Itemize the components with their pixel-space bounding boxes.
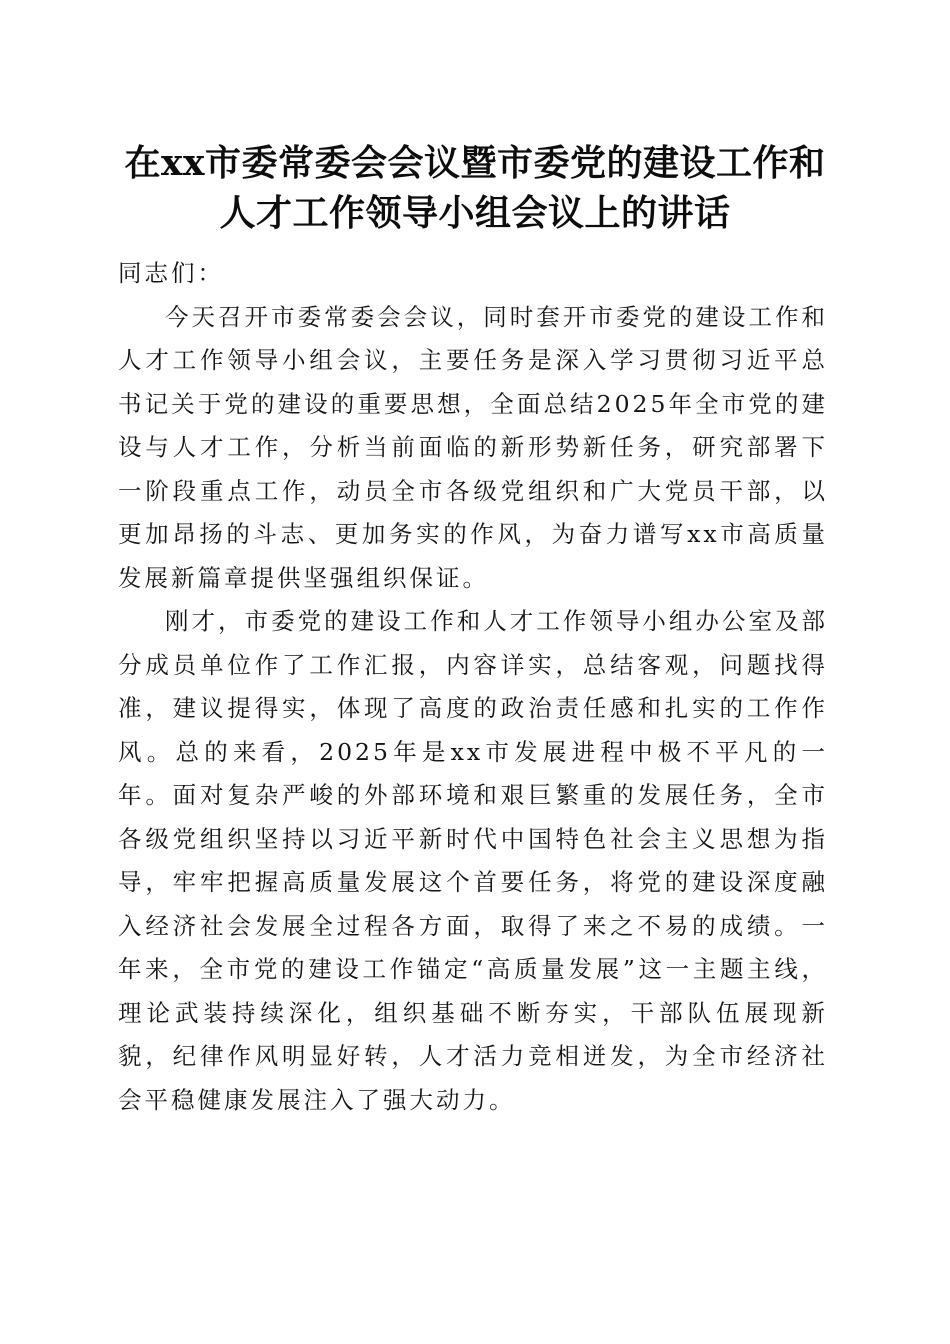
title-line-2: 人才工作领导小组会议上的讲话 xyxy=(219,192,731,234)
document-body xyxy=(118,252,828,1122)
paragraph-review: 刚才，市委党的建设工作和人才工作领导小组办公室及部分成员单位作了工作汇报，内容详实，总结客观，问题找得准，建议提得实，体现了高度的政治责任感和扎实的工作作风。总的来看，2025年是xx市发展进程中极不平凡的一年。面对复杂严峻的外部环境和艰巨繁重的发展任务，全市各级党组织坚持以习近平新时代中国特色社会主义思想为指导，牢牢把握高质量发展这个首要任务，将党的建设深度融入经济社会发展全过程各方面，取得了来之不易的成绩。一年来，全市党的建设工作锚定“高质量发展”这一主题主线，理论武装持续深化，组织基础不断夯实，干部队伍展现新貌，纪律作风明显好转，人才活力竞相迸发，为全市经济社会平稳健康发展注入了强大动力。 xyxy=(118,607,828,1114)
paragraph-opening: 今天召开市委常委会会议，同时套开市委党的建设工作和人才工作领导小组会议，主要任务是深入学习贯彻习近平总书记关于党的建设的重要思想，全面总结2025年全市党的建设与人才工作，分析当前面临的新形势新任务，研究部署下一阶段重点工作，动员全市各级党组织和广大党员干部，以更加昂扬的斗志、更加务实的作风，为奋力谱写xx市高质量发展新篇章提供坚强组织保证。 xyxy=(118,302,828,592)
document-title xyxy=(80,138,870,238)
salutation: 同志们： xyxy=(118,259,224,287)
title-line-1: 在xx市委常委会会议暨市委党的建设工作和 xyxy=(124,142,826,184)
